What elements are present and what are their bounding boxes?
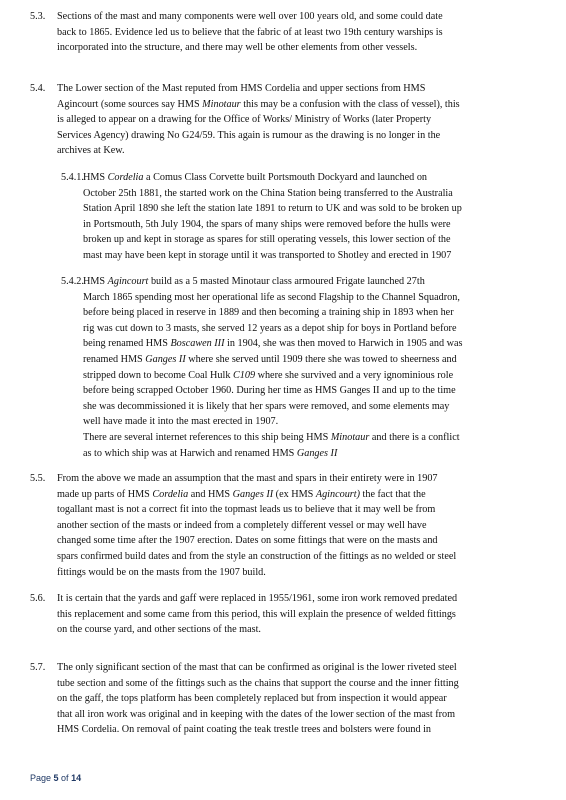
text-line: The only significant section of the mast that can be confirmed as original is the lower riveted steel	[57, 662, 457, 673]
text-line: in 1904, she was then moved to Harwich in 1905 and was	[224, 338, 463, 350]
paragraph-number: 5.7.	[30, 662, 46, 673]
paragraph-5-5	[30, 471, 535, 580]
text-line: It is certain that the yards and gaff were replaced in 1955/1961, some iron work removed predated	[57, 593, 458, 604]
text-line: stripped down to become Coal Hulk	[83, 369, 233, 381]
footer-of-label: of	[58, 773, 72, 783]
text-line: and there is a conflict	[369, 431, 460, 443]
text-line: March 1865 spending most her operational life as second Flagship to the Channel Squadron,	[83, 291, 460, 303]
text-line: made up parts of HMS	[57, 488, 153, 500]
footer-page-total: 14	[71, 773, 82, 783]
paragraph-5-7	[30, 660, 535, 738]
paragraph-number: 5.4.1.	[61, 172, 84, 183]
ship-name-italic: Cordelia	[152, 488, 189, 500]
text-line: on the gaff, the tops platform has been completely replaced but from inspection it would appear	[57, 693, 447, 705]
paragraph-text	[83, 170, 535, 264]
text-line: Agincourt (some sources say HMS	[57, 98, 200, 110]
text-line: The Lower section of the Mast reputed from HMS Cordelia and upper sections from HMS	[57, 83, 426, 94]
subparagraph-5-4-1	[61, 170, 535, 264]
text-line: where she served until 1909 there she was towed to sheerness and	[185, 353, 457, 365]
text-line: where she survived and a very ignominious role	[255, 369, 454, 381]
paragraph-number: 5.6.	[30, 593, 46, 604]
paragraph-number: 5.4.	[30, 83, 46, 94]
text-line: the fact that the	[360, 488, 426, 500]
text-line: changed some time after the 1907 erection. Dates on some fittings that were on the masts and	[57, 535, 438, 547]
text-line: rig was cut down to 3 masts, she served 12 years as a depot ship for boys in Portland before	[83, 322, 457, 334]
ship-name-italic: Ganges II	[296, 447, 338, 459]
text-line: togallant mast is not a correct fit into the topmast leads us to believe that it may well be from	[57, 504, 436, 516]
text-line: incorporated into the structure, and there may well be other elements from other vessels.	[57, 42, 418, 54]
text-line: another section of the masts or indeed from a completely different vessel or may well have	[57, 519, 427, 531]
text-line: back to 1865. Evidence led us to believe that the fabric of at least two 19th century warships is	[57, 26, 443, 38]
paragraph-number: 5.4.2.	[61, 276, 84, 287]
text-line: a Comus Class Corvette built Portsmouth Dockyard and launched on	[143, 172, 428, 183]
paragraph-5-3	[30, 9, 535, 56]
text-line: she was decommissioned it is likely that her spars were removed, and some elements may	[83, 400, 450, 412]
text-line: From the above we made an assumption that the mast and spars in their entirety were in 1907	[57, 473, 438, 484]
text-line: broken up and kept in storage as spares for still operating vessels, this lower section of the	[83, 234, 451, 246]
text-line: HMS	[83, 276, 108, 287]
text-line: before being placed in reserve in 1889 and then becoming a training ship in 1893 when her	[83, 307, 454, 319]
ship-name-italic: Ganges II	[145, 353, 186, 365]
ship-name-italic: Boscawen III	[170, 338, 225, 350]
hulk-name-italic: C109	[232, 369, 256, 381]
paragraph-number: 5.5.	[30, 473, 46, 484]
text-line: build as a 5 masted Minotaur class armoured Frigate launched 27th	[148, 276, 425, 287]
page-footer	[30, 771, 81, 787]
ship-name-italic: Minotaur	[202, 98, 241, 110]
text-line: in Portsmouth, 5th July 1904, the spars of many ships were removed before the hulls were	[83, 218, 451, 230]
text-line: (ex HMS	[273, 488, 316, 500]
paragraph-text	[83, 274, 535, 461]
paragraph-number: 5.3.	[30, 11, 46, 22]
text-line: archives at Kew.	[57, 145, 125, 157]
text-line: fittings would be on the masts from the 1907 build.	[57, 566, 266, 578]
ship-name-italic: Agincourt)	[315, 488, 360, 500]
text-line: is alleged to appear on a drawing for the Office of Works/ Ministry of Works (later Property	[57, 114, 432, 126]
text-line: this may be a confusion with the class of vessel), this	[243, 98, 460, 110]
ship-name-italic: Minotaur	[330, 431, 370, 443]
ship-name-italic: Cordelia	[107, 172, 144, 183]
text-line: spars confirmed build dates and from the style an construction of the fittings as no welded or steel	[57, 550, 457, 562]
text-line: being renamed HMS	[83, 338, 171, 350]
text-line: Station April 1890 she left the station late 1891 to return to UK and was sold to be broken up	[83, 203, 462, 215]
footer-page-number: 5	[53, 773, 59, 783]
paragraph-text	[57, 660, 535, 738]
paragraph-5-4	[30, 81, 535, 159]
text-line: well have made it into the mast erected in 1907.	[83, 416, 279, 428]
text-line: this replacement and some came from this period, this will explain the presence of welded fittings	[57, 608, 456, 620]
paragraph-text	[57, 9, 535, 56]
text-line: Sections of the mast and many components were well over 100 years old, and some could date	[57, 11, 443, 22]
text-line: on the course yard, and other sections of the mast.	[57, 624, 261, 636]
ship-name-italic: Agincourt	[107, 276, 149, 287]
text-line: HMS Cordelia. On removal of paint coating the teak trestle trees and bolsters were found in	[57, 724, 432, 736]
text-line: as to which ship was at Harwich and renamed HMS	[83, 447, 297, 459]
text-line: mast may have been kept in storage until it was transported to Shotley and erected in 1907	[83, 249, 452, 261]
text-line: before being scrapped October 1960. During her time as HMS Ganges II and up to the time	[83, 385, 456, 397]
paragraph-text	[57, 591, 535, 638]
text-line: tube section and some of the fittings such as the chains that support the course and the inner fitting	[57, 677, 459, 689]
subparagraph-5-4-2	[61, 274, 535, 461]
text-line: and HMS	[188, 488, 233, 500]
paragraph-text	[57, 471, 535, 580]
paragraph-text	[57, 81, 535, 159]
footer-page-label: Page	[30, 773, 54, 783]
paragraph-5-6	[30, 591, 535, 638]
text-line: HMS	[83, 172, 108, 183]
text-line: October 25th 1881, the started work on the China Station being transferred to the Australia	[83, 187, 453, 199]
ship-name-italic: Ganges II	[232, 488, 274, 500]
text-line: renamed HMS	[83, 353, 146, 365]
text-line: Services Agency) drawing No G24/59. This again is rumour as the drawing is no longer in the	[57, 129, 441, 141]
text-line: There are several internet references to this ship being HMS	[83, 431, 331, 443]
text-line: that all iron work was original and in keeping with the dates of the lower section of the mast from	[57, 708, 456, 720]
